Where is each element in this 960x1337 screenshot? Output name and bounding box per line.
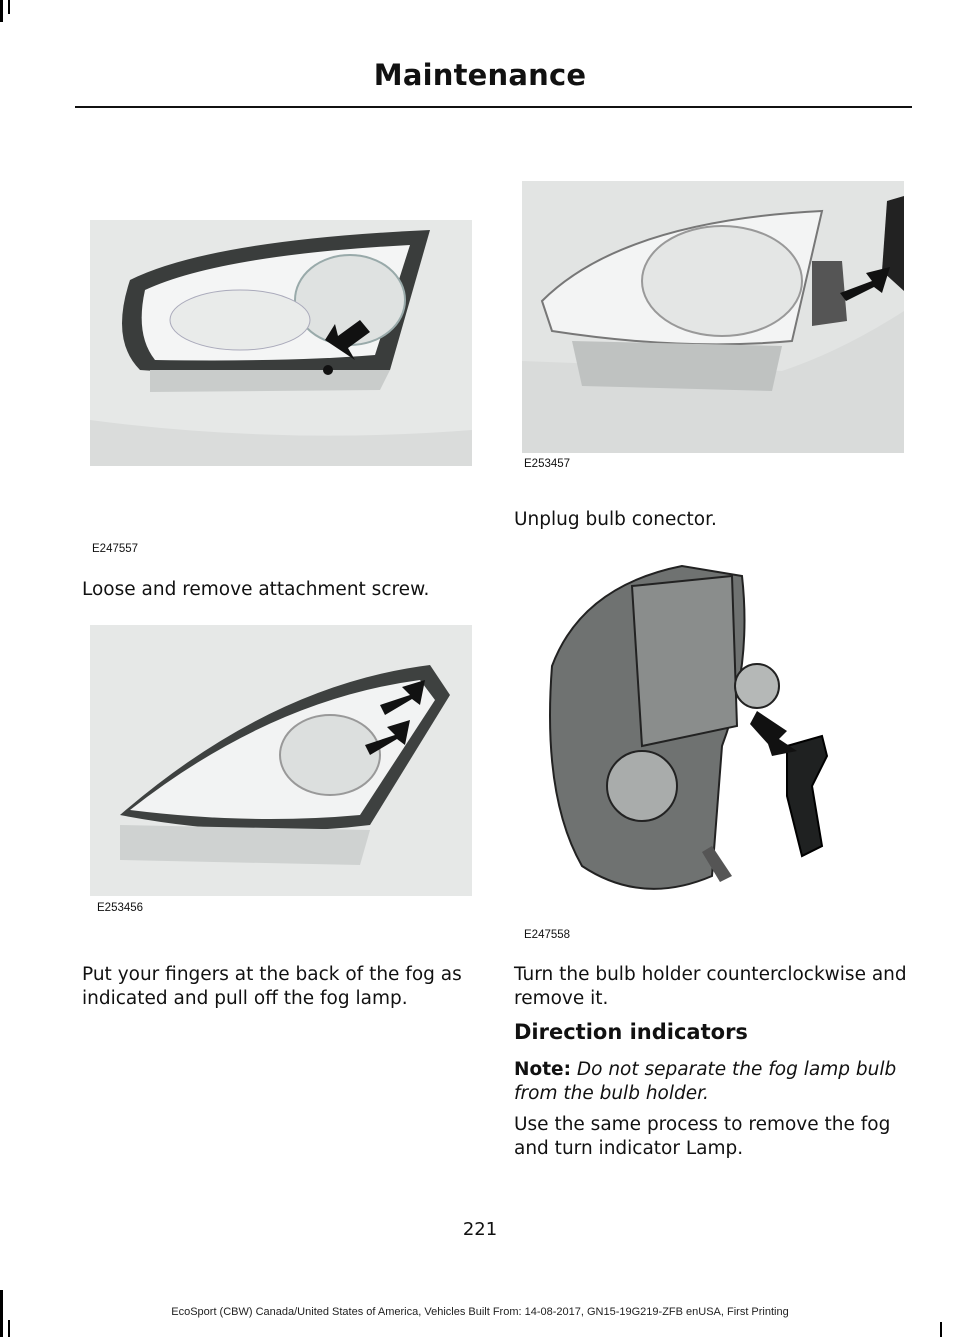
crop-mark (0, 0, 3, 22)
figure-code: E253456 (97, 902, 144, 914)
figure-unplug-connector (522, 181, 904, 453)
connector-unplug-illustration (522, 181, 904, 453)
note (514, 1058, 912, 1106)
crop-mark (8, 1320, 10, 1337)
crop-mark (8, 0, 10, 14)
step-unplug: Unplug bulb conector. (514, 509, 717, 530)
header-rule (75, 106, 912, 108)
figure-bulb-holder (522, 546, 904, 922)
step-turn-holder: Turn the bulb holder counterclockwise and remove it. (514, 964, 907, 1009)
figure-code: E247557 (92, 543, 139, 555)
crop-mark (940, 1322, 942, 1337)
step-same-process: Use the same process to remove the fog and turn indicator Lamp. (514, 1114, 891, 1159)
fog-lamp-pull-illustration (90, 625, 472, 896)
section-heading: Direction indicators (514, 1020, 748, 1044)
figure-remove-screw (90, 220, 472, 466)
figure-code: E247558 (524, 929, 571, 941)
note-label: Note: (514, 1059, 571, 1080)
bulb-holder-illustration (522, 546, 904, 922)
page-footer: EcoSport (CBW) Canada/United States of America, Vehicles Built From: 14-08-2017, GN15-19G219-ZFB enUSA, First Printing (171, 1306, 789, 1318)
note-text: Do not separate the fog lamp bulb from the bulb holder. (514, 1059, 897, 1104)
figure-pull-fog-lamp (90, 625, 472, 896)
headlamp-screw-illustration (90, 220, 472, 466)
step-fingers: Put your fingers at the back of the fog as indicated and pull off the fog lamp. (82, 964, 462, 1009)
figure-code: E253457 (524, 458, 571, 470)
step-loosen-screw: Loose and remove attachment screw. (82, 579, 430, 600)
page-title: Maintenance (373, 58, 587, 92)
page-number: 221 (462, 1219, 498, 1240)
